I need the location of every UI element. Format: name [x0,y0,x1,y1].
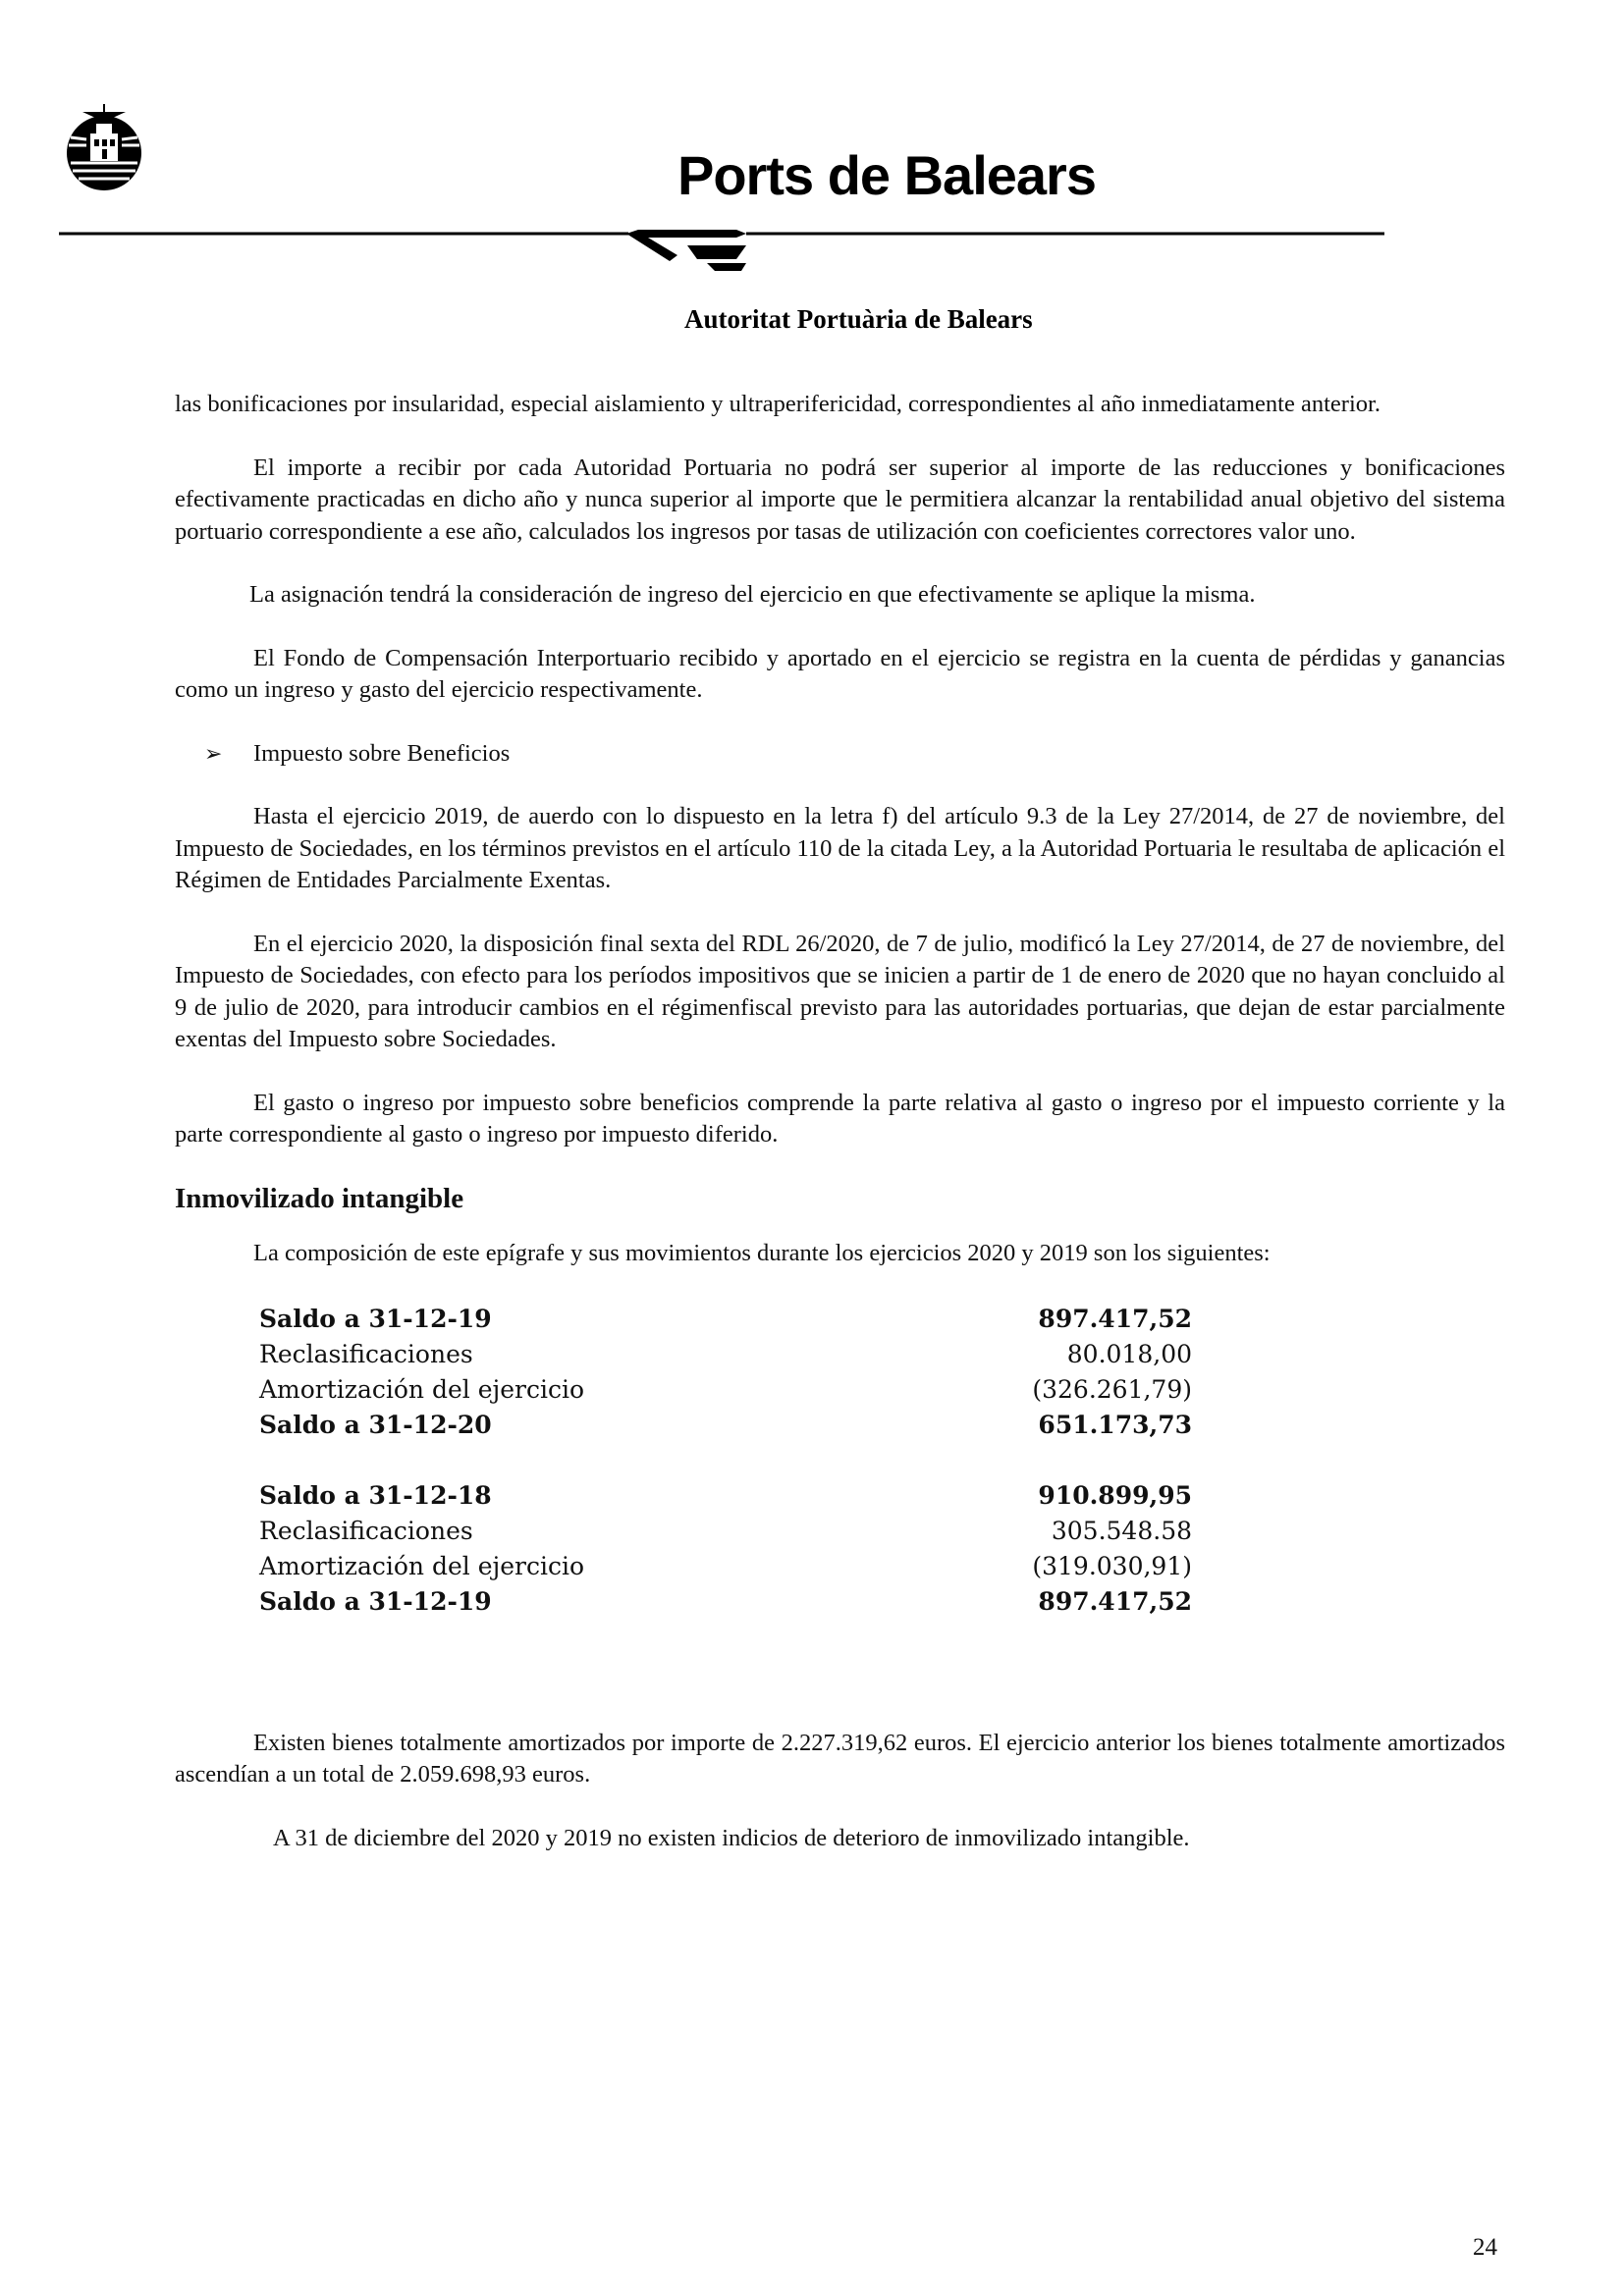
row-label: Reclasificaciones [259,1339,473,1368]
table-row [259,1584,1192,1620]
header-rule [59,226,1384,275]
paragraph: El gasto o ingreso por impuesto sobre beneficios comprende la parte relativa al gasto o ingreso por el impuesto corriente y la parte correspondiente al gasto o ingreso por impuesto diferido. [175,1089,1505,1148]
table-row [259,1372,1192,1408]
row-amount: (326.261,79) [1032,1374,1192,1404]
row-amount: 651.173,73 [1038,1410,1192,1439]
bullet-label: Impuesto sobre Beneficios [253,739,511,767]
table-row [259,1408,1192,1443]
paragraph: La asignación tendrá la consideración de ingreso del ejercicio en que efectivamente se aplique la misma. [249,581,1256,608]
authority-name: Autoritat Portuària de Balears [684,304,1033,334]
row-label: Amortización del ejercicio [259,1551,585,1580]
paragraph: A 31 de diciembre del 2020 y 2019 no existen indicios de deterioro de inmovilizado intangible. [273,1824,1190,1851]
row-amount: 80.018,00 [1066,1339,1192,1368]
paragraph: El importe a recibir por cada Autoridad Portuaria no podrá ser superior al importe de las reducciones y bonificaciones efectivamente practicadas en dicho año y nunca superior al importe que le permitiera alcanzar la rentabilidad anual objetivo del sistema portuario correspondiente a ese año, calculados los ingresos por tasas de utilización con coeficientes correctores valor uno. [175,454,1505,545]
paragraph: En el ejercicio 2020, la disposición final sexta del RDL 26/2020, de 7 de julio, modificó la Ley 27/2014, de 27 de noviembre, del Impuesto de Sociedades, con efecto para los períodos impositivos que se inicien a partir de 1 de enero de 2020 que no hayan concluido al 9 de julio de 2020, para introducir cambios en el régimenfiscal previsto para las autoridades portuarias, que dejan de estar parcialmente exentas del Impuesto sobre Sociedades. [175,930,1505,1052]
row-label: Saldo a 31-12-18 [259,1480,492,1510]
paragraph: Existen bienes totalmente amortizados por importe de 2.227.319,62 euros. El ejercicio anterior los bienes totalmente amortizados ascendían a un total de 2.059.698,93 euros. [175,1729,1505,1788]
section-heading: Inmovilizado intangible [175,1182,464,1214]
row-amount: 897.417,52 [1038,1304,1192,1333]
arrowhead-bullet-icon: ➢ [204,740,223,766]
table-row [259,1302,1192,1337]
brand-name: Ports de Balears [677,144,1096,206]
table-row [259,1514,1192,1549]
row-amount: (319.030,91) [1032,1551,1192,1580]
bullet-item [204,738,1505,771]
row-label: Saldo a 31-12-19 [259,1304,492,1333]
paragraph: El Fondo de Compensación Interportuario recibido y aportado en el ejercicio se registra en la cuenta de pérdidas y ganancias como un ingreso y gasto del ejercicio respectivamente. [175,644,1505,703]
row-label: Reclasificaciones [259,1516,473,1545]
table-row [259,1478,1192,1514]
table-row [259,1549,1192,1584]
document-body [175,389,1505,1886]
paragraph: Hasta el ejercicio 2019, de auerdo con lo dispuesto en la letra f) del artículo 9.3 de la Ley 27/2014, de 27 de noviembre, del Impuesto de Sociedades, en los términos previstos en el artículo 110 de la citada Ley, a la Autoridad Portuaria le resultaba de aplicación el Régimen de Entidades Parcialmente Exentas. [175,803,1505,893]
lighthouse-logo-icon [57,102,151,196]
table-row [259,1337,1192,1372]
row-label: Saldo a 31-12-19 [259,1586,492,1616]
paragraph: La composición de este epígrafe y sus movimientos durante los ejercicios 2020 y 2019 son los siguientes: [253,1240,1271,1266]
paragraph: las bonificaciones por insularidad, especial aislamiento y ultraperifericidad, correspondientes al año inmediatamente anterior. [175,391,1380,417]
row-amount: 910.899,95 [1038,1480,1192,1510]
row-label: Amortización del ejercicio [259,1374,585,1404]
row-amount: 305.548.58 [1051,1516,1192,1545]
page-number: 24 [1473,2234,1497,2261]
row-amount: 897.417,52 [1038,1586,1192,1616]
row-label: Saldo a 31-12-20 [259,1410,492,1439]
movements-table [259,1302,1192,1620]
